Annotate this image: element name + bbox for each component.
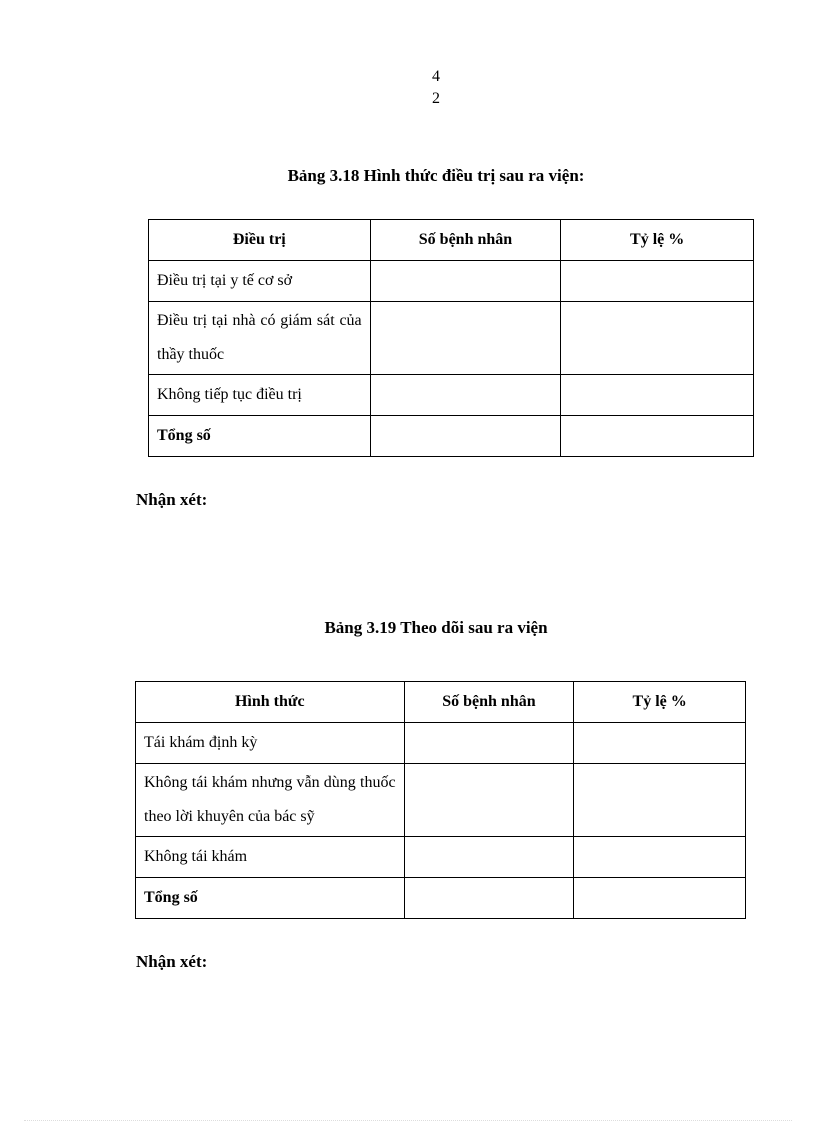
column-header-patient-count: Số bệnh nhân	[370, 220, 561, 261]
table-cell-empty	[574, 764, 746, 837]
table-cell-empty	[574, 878, 746, 919]
column-header-percentage: Tỷ lệ %	[561, 220, 754, 261]
table-row-total	[149, 416, 754, 457]
table-row	[136, 764, 746, 837]
remark-heading: Nhận xét:	[136, 490, 208, 509]
table-header-row	[149, 220, 754, 261]
row-label-total: Tổng số	[149, 416, 371, 457]
row-label: Tái khám định kỳ	[136, 723, 405, 764]
table-cell-empty	[561, 302, 754, 375]
table-cell-empty	[370, 416, 561, 457]
table-row	[149, 302, 754, 375]
table-cell-empty	[370, 375, 561, 416]
page-number	[400, 66, 472, 110]
table-19	[135, 681, 746, 919]
column-header-form: Hình thức	[136, 682, 405, 723]
column-header-percentage: Tỷ lệ %	[574, 682, 746, 723]
table-cell-empty	[404, 837, 574, 878]
table-cell-empty	[561, 261, 754, 302]
table-cell-empty	[404, 723, 574, 764]
row-label: Điều trị tại nhà có giám sát của thầy thuốc	[149, 302, 371, 375]
table-cell-empty	[370, 302, 561, 375]
row-label: Điều trị tại y tế cơ sở	[149, 261, 371, 302]
table-header-row	[136, 682, 746, 723]
table-18	[148, 219, 754, 457]
page-number-line-1: 4	[432, 68, 440, 85]
table-cell-empty	[404, 764, 574, 837]
table-cell-empty	[574, 837, 746, 878]
table-row	[136, 723, 746, 764]
table-19-caption: Bảng 3.19 Theo dõi sau ra viện	[324, 618, 548, 637]
row-label: Không tái khám nhưng vẫn dùng thuốc theo lời khuyên của bác sỹ	[136, 764, 405, 837]
table-row	[136, 837, 746, 878]
table-row	[149, 261, 754, 302]
row-label: Không tiếp tục điều trị	[149, 375, 371, 416]
table-row	[149, 375, 754, 416]
row-label: Không tái khám	[136, 837, 405, 878]
table-18-caption: Bảng 3.18 Hình thức điều trị sau ra viện:	[287, 166, 585, 185]
table-cell-empty	[561, 416, 754, 457]
column-header-patient-count: Số bệnh nhân	[404, 682, 574, 723]
table-row-total	[136, 878, 746, 919]
table-cell-empty	[561, 375, 754, 416]
page-number-line-2: 2	[432, 90, 440, 107]
row-label-total: Tổng số	[136, 878, 405, 919]
table-cell-empty	[574, 723, 746, 764]
table-cell-empty	[370, 261, 561, 302]
page-bottom-border	[24, 1120, 792, 1121]
remark-heading: Nhận xét:	[136, 952, 208, 971]
column-header-treatment: Điều trị	[149, 220, 371, 261]
table-cell-empty	[404, 878, 574, 919]
